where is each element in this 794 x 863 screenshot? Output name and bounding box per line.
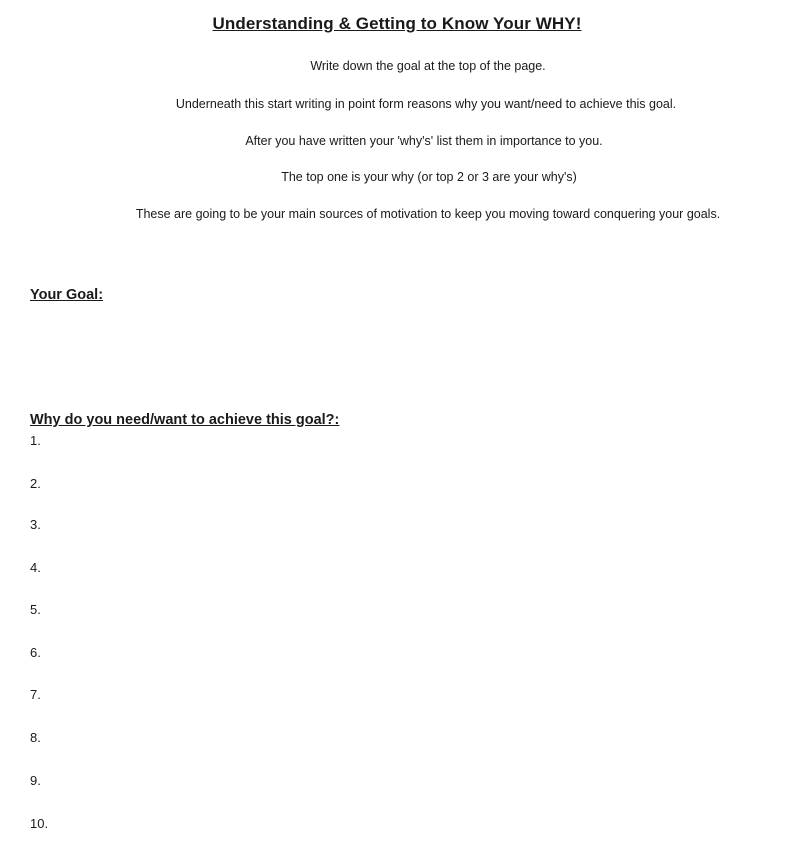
list-item-number: 3. — [30, 517, 41, 532]
list-item-number: 8. — [30, 730, 41, 745]
instruction-line: Underneath this start writing in point form reasons why you want/need to achieve this goal. — [175, 97, 677, 111]
list-item-number: 6. — [30, 645, 41, 660]
list-item-number: 5. — [30, 602, 41, 617]
list-item-number: 10. — [30, 816, 49, 831]
list-item-number: 2. — [30, 476, 41, 491]
why-heading: Why do you need/want to achieve this goal?: — [30, 412, 340, 428]
list-item-number: 9. — [30, 773, 41, 788]
instruction-line: Write down the goal at the top of the page. — [310, 59, 546, 73]
goal-heading: Your Goal: — [30, 287, 104, 303]
list-item-number: 4. — [30, 560, 41, 575]
list-item-number: 7. — [30, 687, 41, 702]
instruction-line: These are going to be your main sources of motivation to keep you moving toward conquering your goals. — [135, 207, 721, 221]
page-title: Understanding & Getting to Know Your WHY! — [212, 14, 582, 33]
instruction-line: After you have written your 'why's' list them in importance to you. — [245, 134, 603, 148]
instruction-line: The top one is your why (or top 2 or 3 are your why's) — [281, 170, 577, 184]
list-item-number: 1. — [30, 433, 41, 448]
